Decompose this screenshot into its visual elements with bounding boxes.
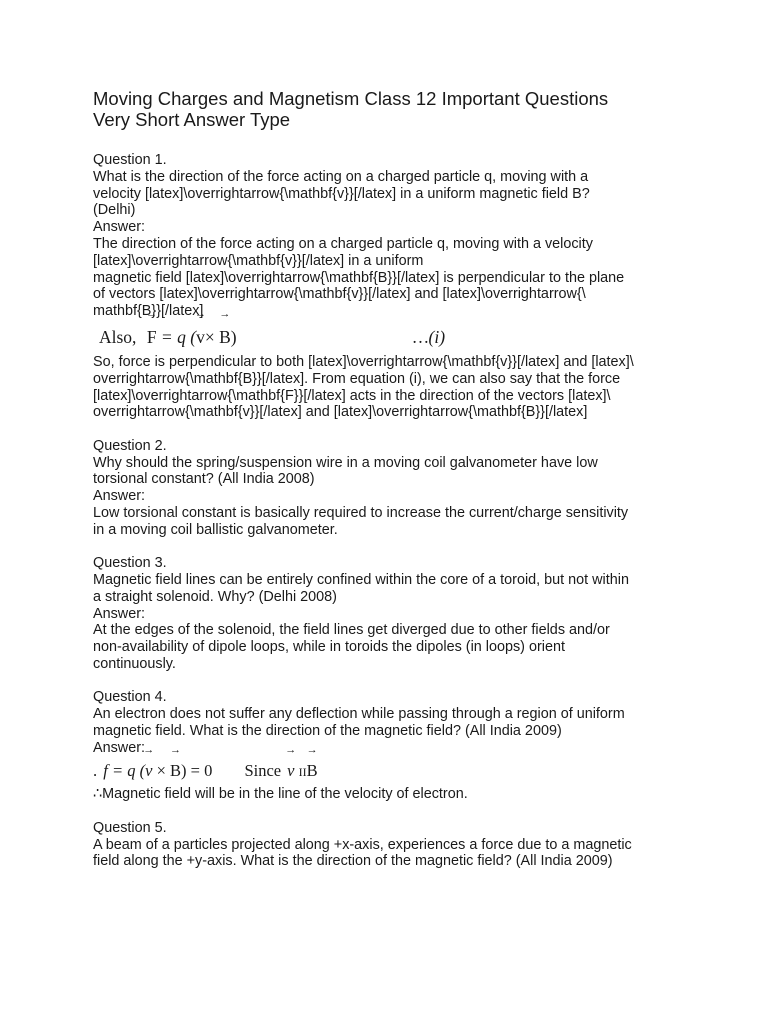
formula-f-vector: → F: [147, 320, 157, 354]
formula-b-vector: → B: [170, 756, 181, 786]
answer-label: Answer:: [93, 488, 145, 505]
formula-reference: …(i): [413, 326, 446, 347]
formula-zero-force: [93, 756, 693, 786]
answer-text: [latex]\overrightarrow{\mathbf{F}}[/latex] acts in the direction of the vectors [latex]\: [93, 387, 611, 404]
question-text: (Delhi): [93, 202, 136, 219]
question-text: a straight solenoid. Why? (Delhi 2008): [93, 588, 337, 605]
formula-equals-q: = q (: [160, 326, 197, 347]
question-5: [93, 820, 693, 870]
question-heading: Question 2.: [93, 437, 167, 454]
formula-v-vector: → v: [145, 756, 152, 786]
title-line: Moving Charges and Magnetism Class 12 Important Questions: [93, 88, 609, 109]
answer-text: in a moving coil ballistic galvanometer.: [93, 521, 338, 538]
question-heading: Question 1.: [93, 152, 167, 168]
question-text: velocity [latex]\overrightarrow{\mathbf{v}}[/latex] in a uniform magnetic field B?: [93, 185, 590, 202]
formula-parallel: II: [298, 765, 307, 780]
formula-force-equation: [93, 320, 693, 354]
title-line: Very Short Answer Type: [93, 109, 291, 130]
formula-cross: ×: [204, 326, 215, 347]
question-text: field along the +y-axis. What is the direction of the magnetic field? (All India 2009): [93, 853, 613, 870]
formula-b2-vector: → B: [307, 756, 318, 786]
question-3: [93, 555, 693, 673]
formula-v-vector: → v: [196, 320, 205, 354]
answer-label: Answer:: [93, 605, 145, 622]
formula-v2-vector: → v: [287, 756, 294, 786]
question-4: [93, 689, 693, 803]
answer-text: of vectors [latex]\overrightarrow{\mathbf{v}}[/latex] and [latex]\overrightarrow{\: [93, 286, 586, 303]
question-heading: Question 4.: [93, 689, 167, 706]
question-heading: Question 3.: [93, 555, 167, 572]
answer-text: continuously.: [93, 655, 176, 672]
question-text: What is the direction of the force acting on a charged particle q, moving with a: [93, 168, 589, 185]
answer-text: ∴Magnetic field will be in the line of the velocity of electron.: [93, 786, 468, 803]
formula-prefix: Also,: [99, 326, 137, 347]
answer-text: The direction of the force acting on a charged particle q, moving with a velocity: [93, 235, 593, 252]
answer-text: magnetic field [latex]\overrightarrow{\mathbf{B}}[/latex] is perpendicular to the plane: [93, 269, 625, 286]
document-page: [93, 88, 693, 870]
answer-text: overrightarrow{\mathbf{B}}[/latex]. From equation (i), we can also say that the force: [93, 370, 621, 387]
formula-close: ): [230, 326, 237, 347]
formula-b-vector: → B: [219, 320, 231, 354]
question-text: Why should the spring/suspension wire in a moving coil galvanometer have low: [93, 454, 598, 471]
answer-text: Low torsional constant is basically required to increase the current/charge sensitivity: [93, 504, 629, 521]
formula-lead: .: [93, 761, 98, 781]
question-text: A beam of a particles projected along +x-axis, experiences a force due to a magnetic: [93, 836, 632, 853]
question-2: [93, 438, 693, 539]
answer-text: mathbf{B}}[/latex]: [93, 303, 204, 320]
answer-text: At the edges of the solenoid, the field lines get diverged due to other fields and/or: [93, 622, 610, 639]
formula-cross: ×: [156, 761, 166, 781]
answer-text: non-availability of dipole loops, while in toroids the dipoles (in loops) orient: [93, 639, 565, 656]
answer-text: overrightarrow{\mathbf{v}}[/latex] and [latex]\overrightarrow{\mathbf{B}}[/latex]: [93, 404, 588, 421]
answer-label: Answer:: [93, 739, 145, 756]
question-text: An electron does not suffer any deflection while passing through a region of uniform: [93, 706, 625, 723]
answer-text: So, force is perpendicular to both [latex]\overrightarrow{\mathbf{v}}[/latex] and [latex]\: [93, 353, 634, 370]
document-title: [93, 88, 693, 130]
formula-f: f: [103, 761, 108, 781]
answer-label: Answer:: [93, 219, 145, 236]
question-heading: Question 5.: [93, 819, 167, 836]
question-1: [93, 152, 693, 421]
answer-text: [latex]\overrightarrow{\mathbf{v}}[/latex] in a uniform: [93, 252, 424, 269]
question-text: torsional constant? (All India 2008): [93, 471, 315, 488]
formula-close: ) = 0: [181, 761, 213, 781]
formula-since: Since: [244, 761, 282, 781]
question-text: Magnetic field lines can be entirely confined within the core of a toroid, but not within: [93, 571, 629, 588]
formula-equals-q: = q (: [111, 761, 146, 781]
question-text: magnetic field. What is the direction of the magnetic field? (All India 2009): [93, 722, 562, 739]
